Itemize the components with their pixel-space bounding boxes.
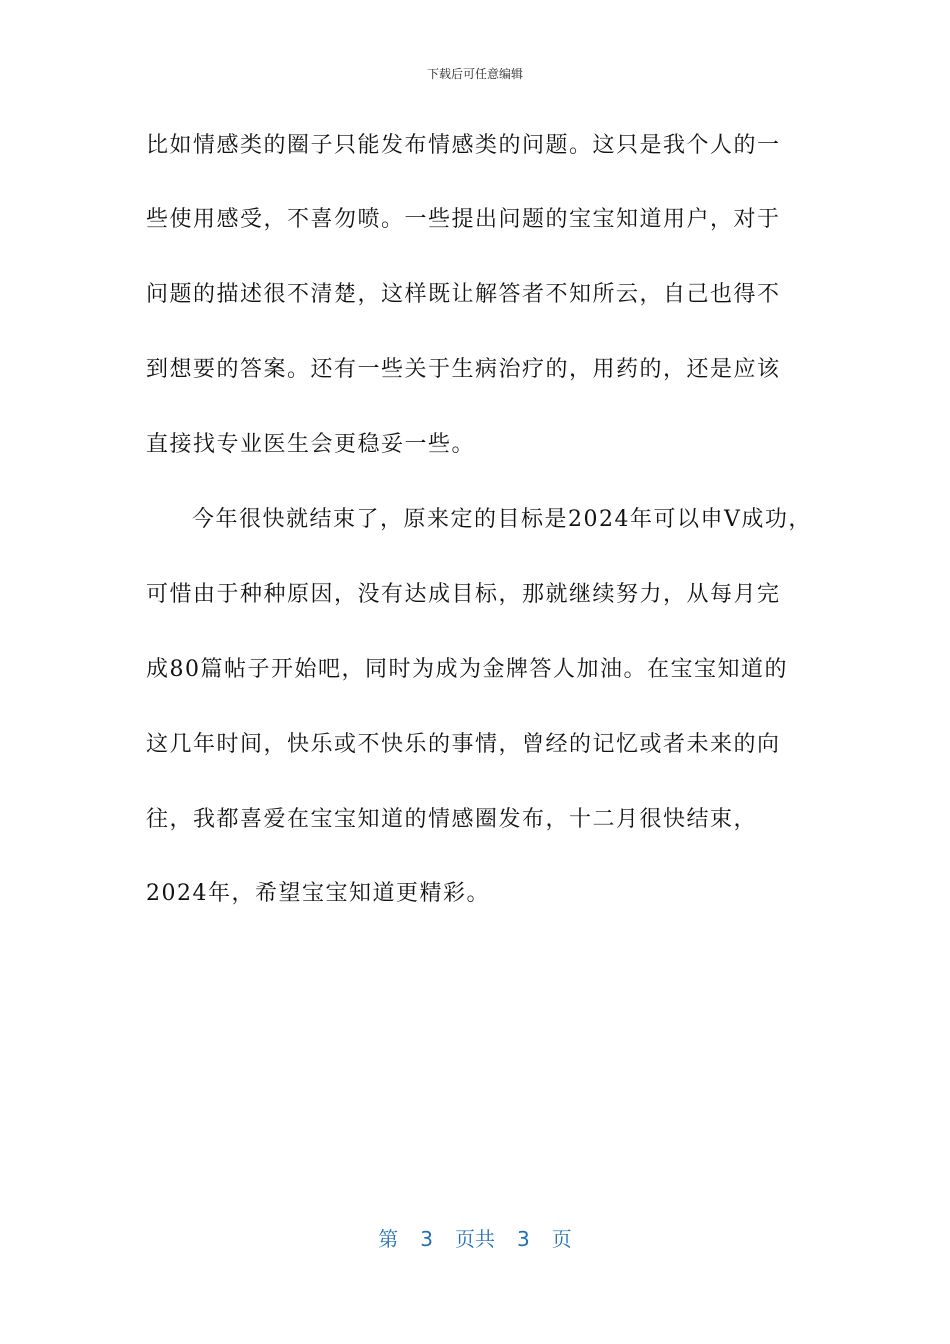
footer-suffix: 页 — [551, 1227, 572, 1251]
paragraph-1-line-5: 直接找专业医生会更稳妥一些。 — [146, 432, 476, 457]
paragraph-2-line-3: 成80篇帖子开始吧，同时为成为金牌答人加油。在宝宝知道的 — [146, 657, 788, 682]
footer-current-page: 3 — [420, 1227, 433, 1251]
footer-middle: 页共 — [455, 1227, 495, 1251]
paragraph-2-line-5: 往，我都喜爱在宝宝知道的情感圈发布，十二月很快结束， — [146, 807, 758, 832]
paragraph-1-line-1: 比如情感类的圈子只能发布情感类的问题。这只是我个人的一 — [146, 133, 781, 158]
page-header: 下载后可任意编辑 — [426, 67, 523, 81]
footer-total-pages: 3 — [517, 1227, 530, 1251]
page-footer — [0, 1226, 950, 1252]
paragraph-1-line-4: 到想要的答案。还有一些关于生病治疗的，用药的，还是应该 — [146, 357, 781, 382]
paragraph-2-line-1: 今年很快就结束了，原来定的目标是2024年可以申V成功， — [192, 507, 812, 532]
paragraph-2-line-2: 可惜由于种种原因，没有达成目标，那就继续努力，从每月完 — [146, 582, 781, 607]
paragraph-2-line-6: 2024年，希望宝宝知道更精彩。 — [146, 881, 490, 906]
paragraph-1-line-2: 些使用感受，不喜勿喷。一些提出问题的宝宝知道用户，对于 — [146, 207, 781, 232]
paragraph-1-line-3: 问题的描述很不清楚，这样既让解答者不知所云，自己也得不 — [146, 282, 781, 307]
paragraph-2-line-4: 这几年时间，快乐或不快乐的事情，曾经的记忆或者未来的向 — [146, 732, 781, 757]
footer-prefix: 第 — [378, 1227, 399, 1251]
